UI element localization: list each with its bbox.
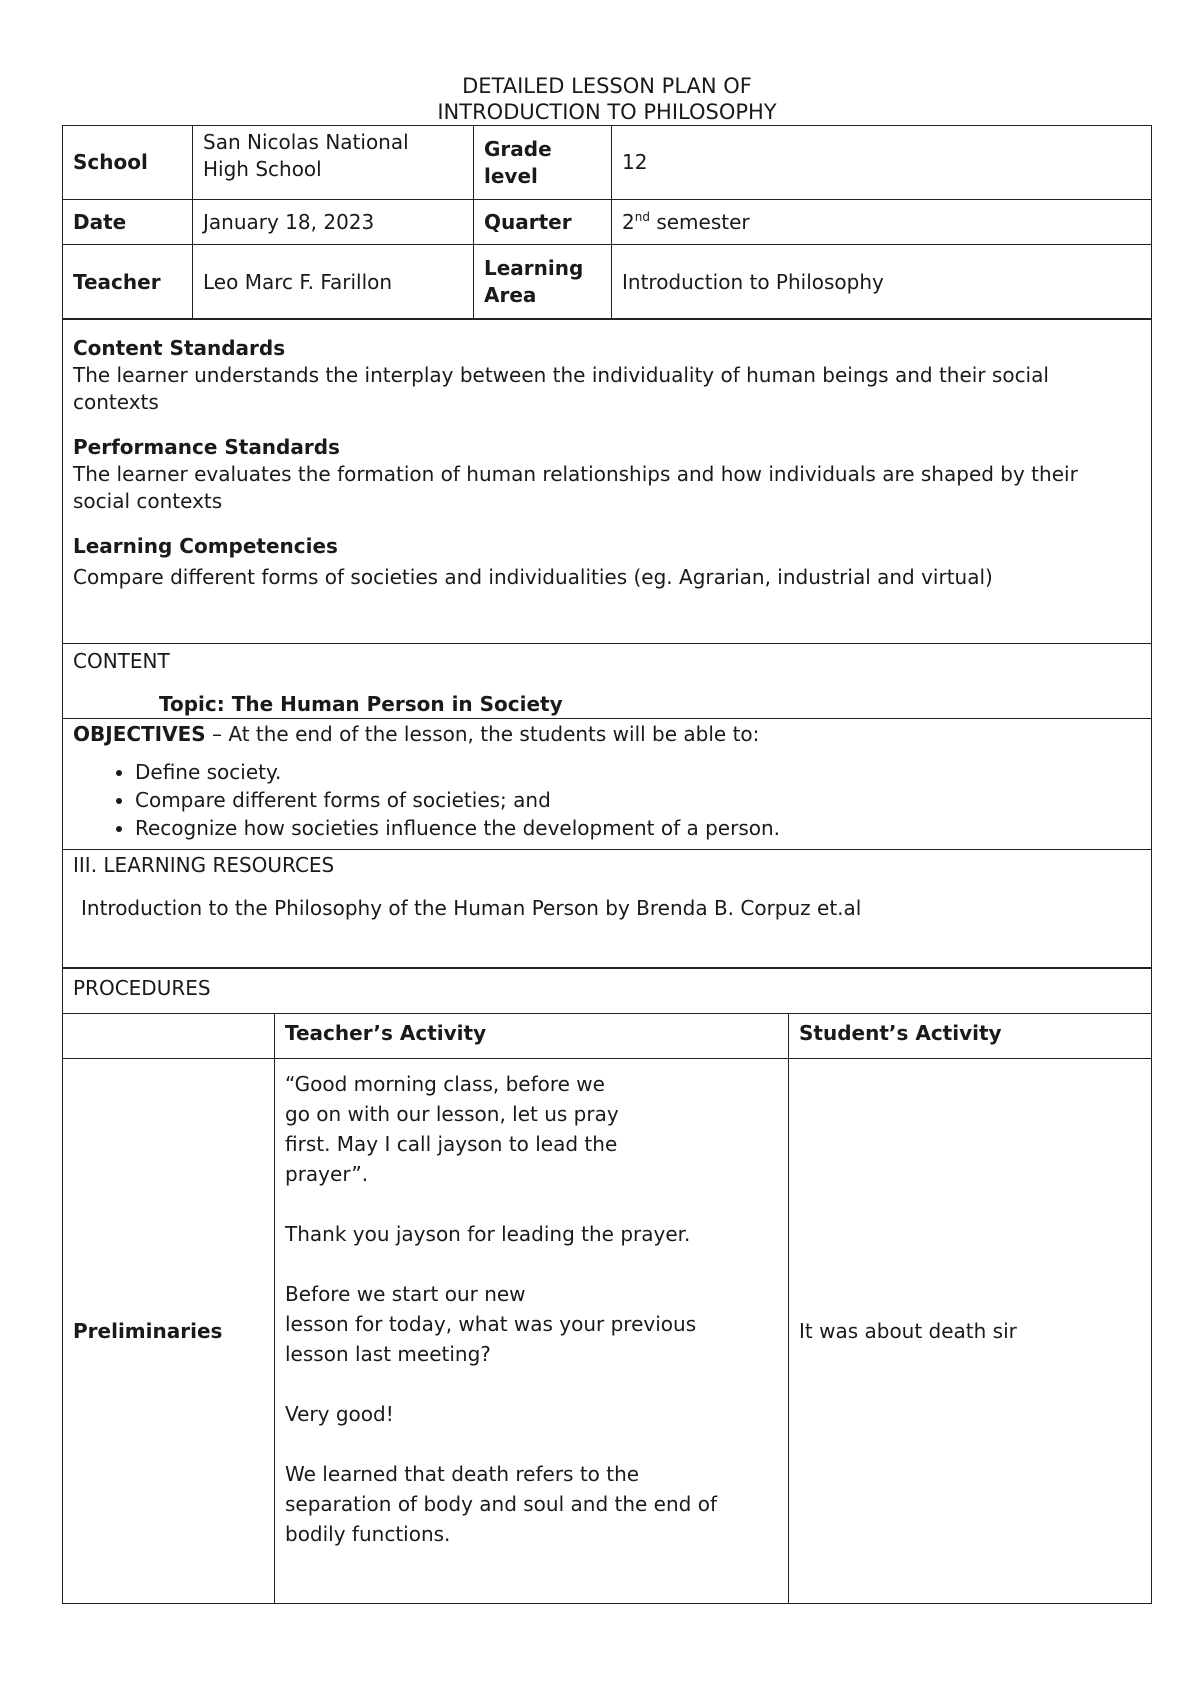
school-value-line-1: San Nicolas National xyxy=(203,130,409,154)
teacher-line: go on with our lesson, let us pray xyxy=(285,1102,619,1126)
teacher-line: lesson for today, what was your previous xyxy=(285,1312,697,1336)
teacher-line: Very good! xyxy=(285,1402,394,1426)
quarter-label: Quarter xyxy=(474,200,612,245)
objectives-list xyxy=(73,758,1141,842)
content-cell xyxy=(63,644,1152,719)
date-label: Date xyxy=(63,200,193,245)
area-label-line-2: Area xyxy=(484,283,537,307)
performance-standards-text: The learner evaluates the formation of human relationships and how individuals are shaped by their social contexts xyxy=(73,462,1078,513)
standards-table xyxy=(62,318,1152,968)
area-label-line-1: Learning xyxy=(484,256,584,280)
procedures-table xyxy=(62,968,1152,1604)
objectives-intro xyxy=(73,721,1141,748)
teacher-line: bodily functions. xyxy=(285,1522,451,1546)
teacher-line: We learned that death refers to the xyxy=(285,1462,640,1486)
student-activity-cell: It was about death sir xyxy=(789,1059,1152,1604)
teacher-line: lesson last meeting? xyxy=(285,1342,491,1366)
grade-level-label xyxy=(474,126,612,200)
learning-resources-cell xyxy=(63,850,1152,968)
procedures-blank-header xyxy=(63,1014,275,1059)
quarter-value xyxy=(612,200,1152,245)
teacher-line: prayer”. xyxy=(285,1162,369,1186)
learning-resources-heading: III. LEARNING RESOURCES xyxy=(73,853,335,877)
lesson-info-table xyxy=(62,125,1152,320)
quarter-number: 2 xyxy=(622,209,635,234)
content-topic: Topic: The Human Person in Society xyxy=(159,692,563,716)
grade-label-line-2: level xyxy=(484,163,538,188)
content-standards-heading: Content Standards xyxy=(73,336,286,360)
teacher-label: Teacher xyxy=(63,245,193,320)
teacher-line: separation of body and soul and the end of xyxy=(285,1492,717,1516)
objectives-cell xyxy=(63,719,1152,850)
teacher-value: Leo Marc F. Farillon xyxy=(193,245,474,320)
grade-level-value: 12 xyxy=(612,126,1152,200)
teacher-line: “Good morning class, before we xyxy=(285,1072,605,1096)
performance-standards-heading: Performance Standards xyxy=(73,435,340,459)
date-value: January 18, 2023 xyxy=(193,200,474,245)
document-title-line-2: INTRODUCTION TO PHILOSOPHY xyxy=(437,100,777,124)
objective-item: • Compare different forms of societies; and xyxy=(135,786,1141,814)
school-value xyxy=(193,126,474,200)
document-title-line-1: DETAILED LESSON PLAN OF xyxy=(462,74,752,98)
learning-resources-text: Introduction to the Philosophy of the Human Person by Brenda B. Corpuz et.al xyxy=(81,896,862,920)
quarter-semester: semester xyxy=(649,209,750,234)
objective-item: • Define society. xyxy=(135,758,1141,786)
objectives-heading: OBJECTIVES xyxy=(73,722,206,746)
school-value-line-2: High School xyxy=(203,157,322,181)
learning-competencies-heading: Learning Competencies xyxy=(73,534,338,558)
quarter-ordinal: nd xyxy=(634,209,650,224)
objective-item: • Recognize how societies influence the development of a person. xyxy=(135,814,1141,842)
grade-label-line-1: Grade xyxy=(484,136,552,161)
teacher-line: Before we start our new xyxy=(285,1282,526,1306)
teacher-activity-header: Teacher’s Activity xyxy=(275,1014,789,1059)
student-activity-header: Student’s Activity xyxy=(789,1014,1152,1059)
teacher-line: Thank you jayson for leading the prayer. xyxy=(285,1222,691,1246)
learning-area-value: Introduction to Philosophy xyxy=(612,245,1152,320)
standards-cell xyxy=(63,319,1152,644)
procedures-heading: PROCEDURES xyxy=(63,969,1152,1014)
learning-area-label xyxy=(474,245,612,320)
objectives-intro-text: – At the end of the lesson, the students will be able to: xyxy=(205,722,760,746)
content-heading: CONTENT xyxy=(73,649,170,673)
school-label: School xyxy=(63,126,193,200)
teacher-line: first. May I call jayson to lead the xyxy=(285,1132,618,1156)
learning-competencies-text: Compare different forms of societies and individualities (eg. Agrarian, industrial and virtual) xyxy=(73,565,993,589)
preliminaries-label: Preliminaries xyxy=(63,1059,275,1604)
teacher-activity-cell xyxy=(275,1059,789,1604)
content-standards-text: The learner understands the interplay between the individuality of human beings and their social contexts xyxy=(73,363,1049,414)
